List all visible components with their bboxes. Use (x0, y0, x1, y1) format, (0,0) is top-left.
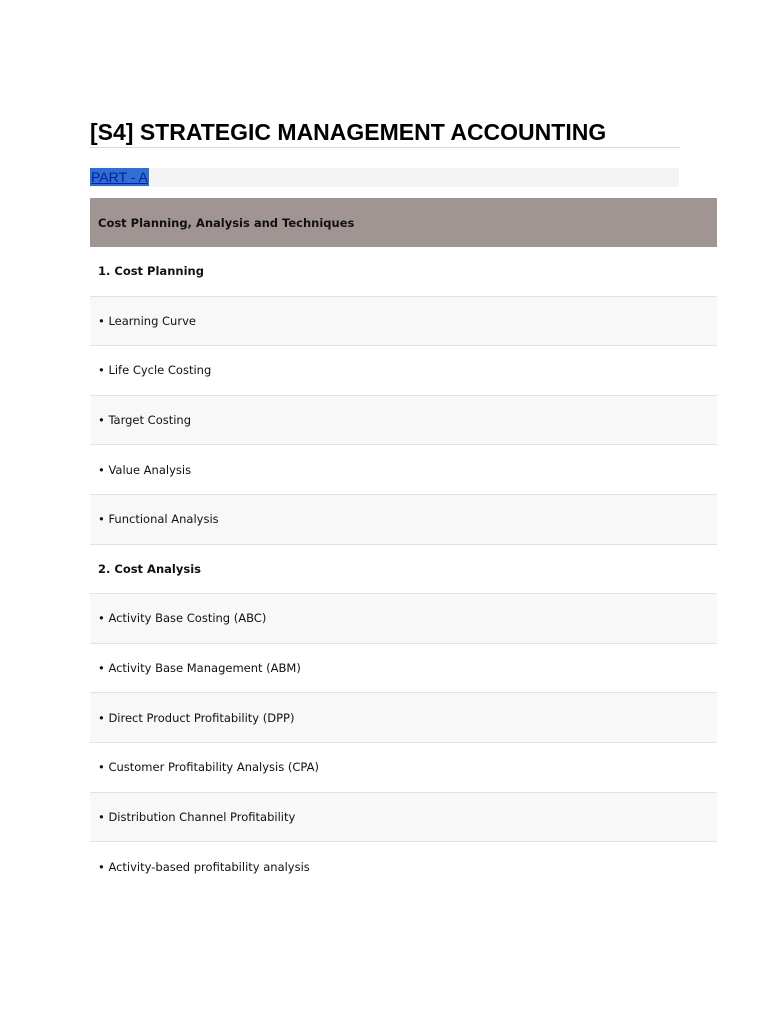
syllabus-table (90, 198, 717, 892)
table-row: • Learning Curve (90, 297, 717, 347)
table-row: • Value Analysis (90, 445, 717, 495)
section-cost-analysis: 2. Cost Analysis (90, 545, 717, 595)
section-cost-planning: 1. Cost Planning (90, 247, 717, 297)
table-header: Cost Planning, Analysis and Techniques (90, 198, 717, 247)
table-row: • Activity-based profitability analysis (90, 842, 717, 892)
table-row: • Direct Product Profitability (DPP) (90, 693, 717, 743)
table-row: • Customer Profitability Analysis (CPA) (90, 743, 717, 793)
part-heading-bar (90, 168, 679, 187)
table-row: • Distribution Channel Profitability (90, 793, 717, 843)
table-row: • Activity Base Management (ABM) (90, 644, 717, 694)
table-row: • Activity Base Costing (ABC) (90, 594, 717, 644)
part-a-link[interactable]: PART - A (91, 169, 148, 185)
table-row: • Functional Analysis (90, 495, 717, 545)
page-title: [S4] STRATEGIC MANAGEMENT ACCOUNTING (90, 114, 680, 148)
table-row: • Life Cycle Costing (90, 346, 717, 396)
table-row: • Target Costing (90, 396, 717, 446)
